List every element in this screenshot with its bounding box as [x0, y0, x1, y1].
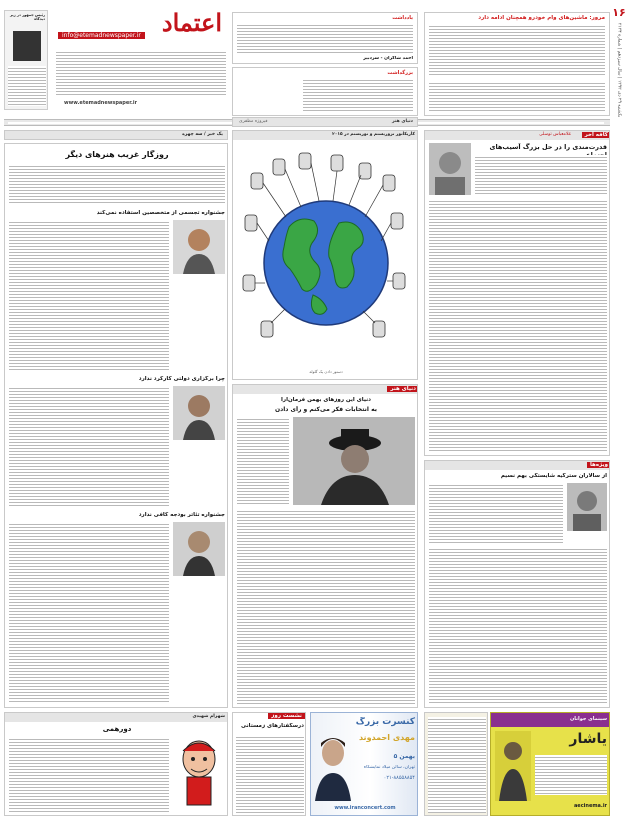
film-top: سینمای جوانان	[569, 716, 607, 722]
concert-site[interactable]: www.iranconcert.com	[334, 805, 396, 811]
left-photo-2	[173, 386, 225, 440]
interview-subtitle: به انتخابات فکر می‌کنم و رأی دادن	[275, 406, 377, 413]
top-right-body-1	[429, 24, 605, 76]
logo: اعتماد	[161, 10, 222, 37]
right-body-1	[475, 155, 607, 195]
middle-caption: فیروزه مظفری	[239, 119, 268, 124]
lecture-title: درسگفتارهای زمستانی	[241, 723, 304, 729]
top-right-news	[424, 12, 610, 116]
book-ad[interactable]	[424, 712, 488, 816]
right-section-bar	[425, 131, 610, 140]
right-body-2	[429, 199, 607, 453]
right-column-bottom	[424, 460, 610, 708]
note-body	[237, 23, 413, 53]
interview-box	[232, 384, 418, 708]
note-signature: احمد شاکران - سردبیر	[363, 56, 413, 61]
author-photo-2-svg	[567, 483, 607, 531]
left-photo-2-svg	[173, 386, 225, 440]
film-site[interactable]: aecinema.ir	[573, 803, 607, 809]
singer-photo	[313, 731, 353, 801]
right-main-title: قدرت‌مندی را در حل بزرگ آسیب‌های	[489, 143, 607, 151]
bottom-left-box	[4, 712, 228, 816]
left-body-3	[9, 522, 169, 702]
top-right-headline: مرور: ماشین‌های وام خودرو همچنان ادامه دارد	[478, 15, 605, 21]
film-top-bar	[491, 713, 610, 727]
masthead-thumbnail	[4, 10, 48, 110]
left-body-2	[9, 386, 169, 506]
caricature-svg	[173, 737, 225, 807]
bottom-left-body	[9, 737, 169, 813]
concert-venue: تهران، سالن میلاد نمایشگاه	[363, 765, 415, 770]
concert-title: کنسرت بزرگ	[355, 717, 415, 727]
author-photo-2	[567, 483, 607, 531]
left-column	[4, 143, 228, 708]
film-poster-art	[495, 731, 531, 801]
cartoon-svg	[241, 145, 411, 371]
interview-tag: دنیای هنر	[387, 386, 418, 392]
masthead-photo	[13, 31, 41, 61]
cartoon-header	[233, 131, 418, 140]
right-lower-body-1	[429, 483, 563, 543]
date-line: یکشنبه ۲۹ دی ۱۳۹۳ | سال سیزدهم | شماره ۳۱۳۴	[616, 23, 622, 118]
note-box	[232, 12, 418, 64]
note-title: یادداشت	[392, 15, 413, 21]
website-link[interactable]: www.etemadnewspaper.ir	[64, 100, 138, 106]
left-photo-3	[173, 522, 225, 576]
cartoon-caption: دستور دادن یک گلوله	[309, 369, 343, 374]
lecture-tag: نشست روز	[268, 713, 305, 719]
short-title: بزرگداشت	[387, 70, 413, 76]
logo-area	[52, 10, 228, 44]
middle-top-bar	[232, 117, 418, 127]
film-name: یاشار	[569, 731, 607, 747]
masthead-side-note: رئیس جمهور در زیر دیدگاه	[10, 13, 45, 21]
masthead	[4, 10, 228, 116]
email-link[interactable]: info@etemadnewspaper.ir	[58, 32, 145, 39]
left-sub-2: چرا برگزاری دولتی کارکرد ندارد	[138, 376, 225, 382]
author-photo-1	[429, 143, 471, 195]
right-lower-bar	[425, 461, 610, 470]
right-lower-title: از سالاران سترگیه شایستگی بهم نسیم	[500, 473, 607, 479]
left-photo-1-svg	[173, 220, 225, 274]
cartoon-box	[232, 130, 418, 380]
interview-photo	[293, 417, 415, 505]
interview-body	[237, 509, 415, 705]
cartoon-title: کاریکاتور تروریستم و توریستم در ۲۰۱۵	[332, 132, 415, 137]
author-photo-1-svg	[429, 143, 471, 195]
bottom-left-section: شهرام شهیدی	[192, 714, 225, 719]
interview-bar	[233, 385, 418, 394]
right-lower-body-2	[429, 547, 607, 705]
top-right-body-2	[429, 81, 605, 113]
concert-phone: ۰۲۱-۸۸۵۵۸۸۵۴	[383, 775, 415, 781]
right-lower-section: ویژه‌ها	[587, 462, 610, 468]
right-section-tag: کافه آخر	[582, 132, 610, 138]
right-subtitle: غلامعباس توسلی	[539, 132, 571, 137]
short-box	[232, 67, 418, 116]
concert-name: مهدی احمدوند	[358, 733, 415, 742]
interview-title: دنیای این روزهای بهمن فرمان‌آرا	[281, 397, 371, 403]
right-column-top	[424, 130, 610, 456]
lecture-box	[232, 712, 306, 816]
film-ad-lines	[535, 755, 607, 795]
left-sub-1: جشنواره تجسمی از متخصصین استفاده نمی‌کند	[96, 210, 225, 216]
left-sub-3: جشنواره تئاتر بودجه کافی ندارد	[138, 512, 225, 518]
left-photo-3-svg	[173, 522, 225, 576]
bottom-left-bar	[5, 713, 228, 722]
middle-top-label: دنیای هنر	[392, 119, 413, 124]
book-ad-lines	[428, 717, 486, 813]
left-body-1	[9, 220, 169, 370]
concert-ad[interactable]	[310, 712, 418, 816]
lecture-body	[236, 735, 304, 813]
interview-photo-svg	[293, 417, 415, 505]
bottom-left-title: دورهمی	[102, 725, 132, 733]
left-top-bar	[4, 130, 228, 140]
film-ad[interactable]	[490, 712, 610, 816]
left-photo-1	[173, 220, 225, 274]
left-intro	[9, 164, 225, 204]
date-column	[611, 6, 627, 146]
interview-body-left	[237, 417, 289, 505]
page-number: ۱۶	[612, 6, 626, 19]
short-body	[303, 78, 413, 112]
left-top-label: یک خبر / سه چهره	[182, 132, 223, 137]
masthead-thumb-lines	[8, 66, 46, 106]
concert-date: ۵ بهمن	[393, 753, 415, 760]
left-main-title: روزگار غریب هنرهای دیگر	[65, 150, 169, 159]
masthead-credits	[56, 50, 226, 96]
